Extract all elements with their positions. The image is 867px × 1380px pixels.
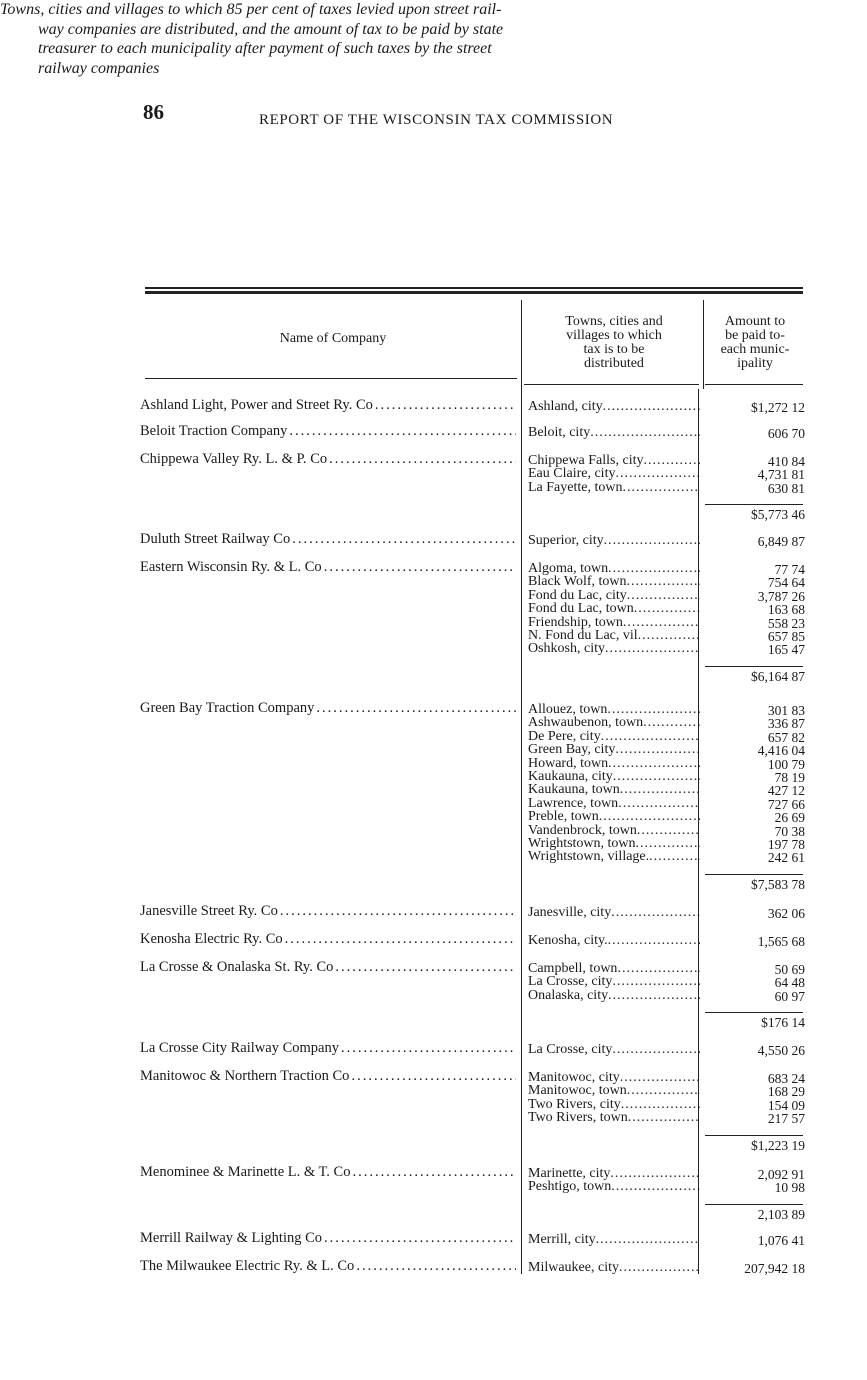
- amount-value: 64 48: [774, 975, 805, 991]
- municipality-name: Kenosha, city.: [528, 934, 608, 948]
- municipality-name: Peshtigo, town: [528, 1180, 612, 1194]
- leader-dots: [611, 1180, 700, 1193]
- municipality-row: [528, 975, 700, 988]
- municipality-row: [528, 743, 700, 756]
- header-rule: [705, 384, 803, 385]
- table-top-rule-thick: [145, 291, 803, 294]
- leader-dots: [604, 534, 700, 547]
- municipality-name: Ashland, city: [528, 400, 603, 414]
- municipality-name: Algoma, town: [528, 562, 609, 576]
- municipality-name: Manitowoc, city: [528, 1071, 620, 1085]
- caption-line: treasurer to each municipality after payment of such taxes by the street: [38, 40, 492, 57]
- municipality-name: Kaukauna, city: [528, 769, 613, 784]
- amount-value: 26 69: [774, 810, 805, 826]
- municipality-name: Campbell, town: [528, 962, 618, 976]
- municipality-row: [528, 575, 700, 588]
- leader-dots: [352, 1164, 516, 1181]
- municipality-row: [528, 534, 700, 547]
- company-name: [140, 531, 516, 548]
- leader-dots: [280, 903, 516, 920]
- municipality-row: [528, 810, 700, 823]
- leader-dots: [620, 783, 700, 796]
- municipality-row: [528, 1261, 700, 1274]
- amount-value: 70 38: [774, 823, 805, 839]
- header-line: be paid to-: [725, 328, 785, 343]
- amount-list: [705, 401, 805, 414]
- leader-dots: [611, 906, 700, 919]
- municipality-name: Two Rivers, city: [528, 1097, 621, 1112]
- subtotal-value: $5,773 46: [751, 507, 805, 523]
- municipality-row: [528, 906, 700, 919]
- amount-list: [705, 1044, 805, 1057]
- municipality-name: Manitowoc, town: [528, 1084, 627, 1098]
- amount-value: 4,550 26: [757, 1043, 805, 1058]
- amount-value: 657 85: [767, 628, 805, 644]
- municipality-row: [528, 757, 700, 770]
- header-line: Towns, cities and: [565, 314, 663, 329]
- company-label: The Milwaukee Electric Ry. & L. Co: [140, 1258, 355, 1274]
- amount-value: 2,092 91: [757, 1167, 805, 1182]
- municipality-row: [528, 850, 700, 863]
- leader-dots: [615, 743, 700, 756]
- municipality-name: Allouez, town: [528, 703, 608, 717]
- leader-dots: [618, 797, 700, 810]
- amount-value: 410 84: [767, 454, 805, 469]
- municipality-name: Merrill, city: [528, 1233, 596, 1247]
- leader-dots: [608, 757, 700, 770]
- municipality-row: [528, 783, 700, 796]
- header-amount: [705, 315, 805, 371]
- leader-dots: [623, 616, 700, 629]
- amount-value: 163 68: [767, 602, 805, 618]
- municipality-list: [528, 1233, 700, 1246]
- caption-line: railway companies: [38, 59, 160, 77]
- leader-dots: [601, 730, 700, 743]
- municipality-name: Milwaukee, city: [528, 1261, 619, 1275]
- amount-value: 4,416 04: [757, 743, 805, 759]
- amount-list: [705, 704, 805, 865]
- leader-dots: [610, 1167, 700, 1180]
- municipality-name: Lawrence, town: [528, 796, 619, 811]
- leader-dots: [590, 426, 700, 439]
- municipality-row: [528, 426, 700, 439]
- table-top-rule: [145, 287, 803, 289]
- company-label: Merrill Railway & Lighting Co: [140, 1230, 323, 1246]
- company-name: [140, 451, 516, 468]
- amount-list: [705, 1168, 805, 1195]
- header-company: Name of Company: [279, 331, 387, 346]
- municipality-row: [528, 1043, 700, 1056]
- company-label: Janesville Street Ry. Co: [140, 903, 278, 919]
- header-line: ipality: [737, 356, 773, 371]
- leader-dots: [636, 837, 700, 850]
- municipality-row: [528, 454, 700, 467]
- column-divider: [703, 300, 704, 389]
- leader-dots: [627, 589, 700, 602]
- leader-dots: [615, 467, 700, 480]
- leader-dots: [351, 1068, 516, 1085]
- leader-dots: [289, 423, 516, 440]
- municipality-name: Howard, town: [528, 756, 609, 770]
- leader-dots: [612, 1043, 700, 1056]
- municipality-row: [528, 1098, 700, 1111]
- header-line: tax is to be: [583, 342, 645, 357]
- company-name: [140, 1230, 516, 1247]
- company-label: Manitowoc & Northern Traction Co: [140, 1068, 350, 1084]
- municipality-row: [528, 962, 700, 975]
- company-label: Green Bay Traction Company: [140, 700, 315, 716]
- leader-dots: [603, 400, 700, 413]
- municipality-name: Friendship, town: [528, 615, 623, 629]
- subtotal-value: $6,164 87: [751, 668, 805, 684]
- municipality-row: [528, 400, 700, 413]
- company-name: [140, 1258, 516, 1275]
- subtotal-rule: [705, 874, 803, 875]
- municipality-name: La Fayette, town: [528, 480, 623, 495]
- municipality-name: Beloit, city: [528, 426, 591, 440]
- municipality-row: [528, 589, 700, 602]
- municipality-list: [528, 1071, 700, 1125]
- subtotal-value: 2,103 89: [757, 1206, 805, 1222]
- municipality-name: Onalaska, city: [528, 988, 609, 1003]
- municipality-name: Vandenbrock, town: [528, 823, 637, 837]
- leader-dots: [644, 454, 701, 467]
- amount-value: 427 12: [767, 783, 805, 799]
- company-name: [140, 903, 516, 920]
- municipality-row: [528, 703, 700, 716]
- leader-dots: [605, 642, 700, 655]
- company-label: Kenosha Electric Ry. Co: [140, 931, 283, 947]
- leader-dots: [607, 703, 700, 716]
- amount-value: 606 70: [767, 426, 805, 441]
- amount-list: [705, 1262, 805, 1275]
- company-label: Eastern Wisconsin Ry. & L. Co: [140, 559, 322, 575]
- amount-value: 301 83: [767, 703, 805, 718]
- company-name: [140, 397, 516, 414]
- amount-value: 754 64: [767, 575, 805, 591]
- subtotal-rule: [705, 1135, 803, 1136]
- leader-dots: [634, 602, 700, 615]
- company-name: [140, 700, 516, 717]
- municipality-name: Eau Claire, city: [528, 467, 616, 481]
- municipality-list: [528, 1261, 700, 1274]
- amount-value: 6,849 87: [757, 534, 805, 549]
- amount-list: [705, 935, 805, 948]
- amount-list: [705, 563, 805, 657]
- amount-list: [705, 963, 805, 1003]
- leader-dots: [335, 959, 516, 976]
- caption-line: Towns, cities and villages to which 85 per cent of taxes levied upon street rail-: [0, 1, 502, 18]
- leader-dots: [608, 562, 700, 575]
- leader-dots: [628, 1111, 700, 1124]
- amount-value: 217 57: [767, 1111, 805, 1127]
- leader-dots: [341, 1040, 516, 1057]
- leader-dots: [621, 1098, 700, 1111]
- amount-value: 197 78: [767, 836, 805, 852]
- municipality-row: [528, 642, 700, 655]
- municipality-name: Chippewa Falls, city: [528, 454, 644, 468]
- municipality-row: [528, 616, 700, 629]
- subtotal-value: $7,583 78: [751, 876, 805, 892]
- company-name: [140, 423, 516, 440]
- company-name: [140, 1040, 516, 1057]
- municipality-row: [528, 602, 700, 615]
- amount-list: [705, 427, 805, 440]
- municipality-row: [528, 1111, 700, 1124]
- table-caption: [0, 0, 660, 78]
- leader-dots: [643, 716, 700, 729]
- municipality-list: [528, 962, 700, 1002]
- company-label: Ashland Light, Power and Street Ry. Co: [140, 397, 373, 413]
- leader-dots: [637, 824, 700, 837]
- amount-value: 154 09: [767, 1097, 805, 1113]
- municipality-name: Black Wolf, town: [528, 575, 627, 589]
- company-name: [140, 1068, 516, 1085]
- amount-value: 558 23: [767, 615, 805, 631]
- amount-value: 78 19: [774, 769, 805, 785]
- municipality-row: [528, 770, 700, 783]
- municipality-list: [528, 934, 700, 947]
- municipality-list: [528, 400, 700, 413]
- municipality-list: [528, 534, 700, 547]
- company-label: Chippewa Valley Ry. L. & P. Co: [140, 451, 328, 467]
- leader-dots: [612, 975, 700, 988]
- running-head: REPORT OF THE WISCONSIN TAX COMMISSION: [259, 112, 614, 128]
- amount-value: 657 82: [767, 729, 805, 745]
- municipality-row: [528, 467, 700, 480]
- municipality-row: [528, 716, 700, 729]
- header-line: villages to which: [566, 328, 662, 343]
- amount-value: 630 81: [767, 480, 805, 496]
- subtotal-rule: [705, 1204, 803, 1205]
- company-label: Beloit Traction Company: [140, 423, 288, 439]
- leader-dots: [627, 575, 700, 588]
- subtotal-rule: [705, 1012, 803, 1013]
- municipality-name: Preble, town: [528, 810, 599, 824]
- amount-list: [705, 535, 805, 548]
- amount-value: 207,942 18: [744, 1261, 805, 1276]
- municipality-name: N. Fond du Lac, vil: [528, 628, 638, 643]
- municipality-row: [528, 824, 700, 837]
- amount-value: $1,272 12: [751, 400, 805, 415]
- leader-dots: [649, 850, 700, 863]
- leader-dots: [619, 1261, 700, 1274]
- amount-value: 242 61: [767, 850, 805, 866]
- amount-value: 168 29: [767, 1084, 805, 1100]
- municipality-row: [528, 481, 700, 494]
- leader-dots: [285, 931, 516, 948]
- amount-value: 100 79: [767, 756, 805, 772]
- amount-value: 3,787 26: [757, 588, 805, 604]
- leader-dots: [292, 531, 516, 548]
- leader-dots: [329, 451, 516, 468]
- municipality-name: Two Rivers, town: [528, 1111, 628, 1125]
- subtotal-rule: [705, 504, 803, 505]
- header-municipality: [525, 315, 703, 371]
- subtotal-value: $1,223 19: [751, 1137, 805, 1153]
- municipality-row: [528, 629, 700, 642]
- municipality-row: [528, 934, 700, 947]
- municipality-name: Wrightstown, town: [528, 836, 636, 851]
- leader-dots: [608, 934, 700, 947]
- leader-dots: [620, 1071, 700, 1084]
- amount-value: 77 74: [774, 562, 805, 577]
- municipality-row: [528, 837, 700, 850]
- leader-dots: [638, 629, 700, 642]
- municipality-list: [528, 1167, 700, 1194]
- municipality-name: Marinette, city: [528, 1167, 611, 1181]
- amount-value: 1,076 41: [757, 1233, 805, 1248]
- amount-value: 165 47: [767, 642, 805, 658]
- municipality-name: De Pere, city: [528, 729, 601, 744]
- header-rule: [524, 384, 699, 385]
- amount-value: 50 69: [774, 962, 805, 977]
- company-label: Duluth Street Railway Co: [140, 531, 291, 547]
- municipality-row: [528, 1167, 700, 1180]
- municipality-list: [528, 454, 700, 494]
- amount-value: 4,731 81: [757, 467, 805, 483]
- municipality-row: [528, 1084, 700, 1097]
- municipality-name: La Crosse, city: [528, 975, 613, 989]
- leader-dots: [622, 481, 700, 494]
- municipality-row: [528, 1180, 700, 1193]
- caption-line: way companies are distributed, and the amount of tax to be paid by state: [38, 20, 504, 38]
- header-rule: [145, 378, 517, 379]
- company-name: [140, 931, 516, 948]
- municipality-name: Fond du Lac, city: [528, 588, 627, 603]
- header-line: Amount to: [724, 314, 786, 329]
- leader-dots: [627, 1084, 700, 1097]
- company-name: [140, 559, 516, 576]
- amount-list: [705, 1072, 805, 1126]
- leader-dots: [617, 962, 700, 975]
- amount-value: 10 98: [774, 1180, 805, 1196]
- company-name: [140, 959, 516, 976]
- leader-dots: [324, 559, 516, 576]
- header-line: each munic-: [720, 342, 790, 357]
- municipality-list: [528, 906, 700, 919]
- municipality-name: Fond du Lac, town: [528, 602, 634, 616]
- municipality-row: [528, 562, 700, 575]
- municipality-row: [528, 797, 700, 810]
- municipality-name: Ashwaubenon, town: [528, 716, 644, 730]
- leader-dots: [608, 989, 700, 1002]
- header-line: distributed: [584, 356, 644, 371]
- municipality-name: Wrightstown, village.: [528, 850, 650, 864]
- company-label: La Crosse City Railway Company: [140, 1040, 339, 1056]
- page-number: 86: [143, 100, 164, 124]
- municipality-name: Green Bay, city: [528, 743, 616, 757]
- municipality-name: Kaukauna, town: [528, 783, 620, 797]
- leader-dots: [596, 1233, 700, 1246]
- amount-value: 683 24: [767, 1071, 805, 1086]
- municipality-list: [528, 703, 700, 864]
- municipality-name: Superior, city: [528, 534, 604, 548]
- subtotal-rule: [705, 666, 803, 667]
- amount-value: 1,565 68: [757, 934, 805, 949]
- amount-value: 362 06: [767, 906, 805, 921]
- municipality-row: [528, 1233, 700, 1246]
- leader-dots: [599, 810, 700, 823]
- company-label: Menominee & Marinette L. & T. Co: [140, 1164, 351, 1180]
- municipality-name: Oshkosh, city: [528, 642, 605, 656]
- municipality-name: Janesville, city: [528, 906, 612, 920]
- amount-list: [705, 455, 805, 495]
- leader-dots: [316, 700, 516, 717]
- municipality-list: [528, 562, 700, 656]
- municipality-list: [528, 426, 700, 439]
- municipality-row: [528, 989, 700, 1002]
- leader-dots: [356, 1258, 516, 1275]
- subtotal-value: $176 14: [761, 1015, 805, 1031]
- municipality-row: [528, 1071, 700, 1084]
- municipality-list: [528, 1043, 700, 1056]
- leader-dots: [324, 1230, 516, 1247]
- company-label: La Crosse & Onalaska St. Ry. Co: [140, 959, 334, 975]
- amount-value: 727 66: [767, 796, 805, 812]
- amount-value: 60 97: [774, 988, 805, 1004]
- leader-dots: [375, 397, 516, 414]
- amount-list: [705, 1234, 805, 1247]
- column-divider: [521, 300, 522, 1274]
- municipality-row: [528, 730, 700, 743]
- leader-dots: [613, 770, 700, 783]
- amount-value: 336 87: [767, 716, 805, 732]
- company-name: [140, 1164, 516, 1181]
- amount-list: [705, 907, 805, 920]
- municipality-name: La Crosse, city: [528, 1043, 613, 1057]
